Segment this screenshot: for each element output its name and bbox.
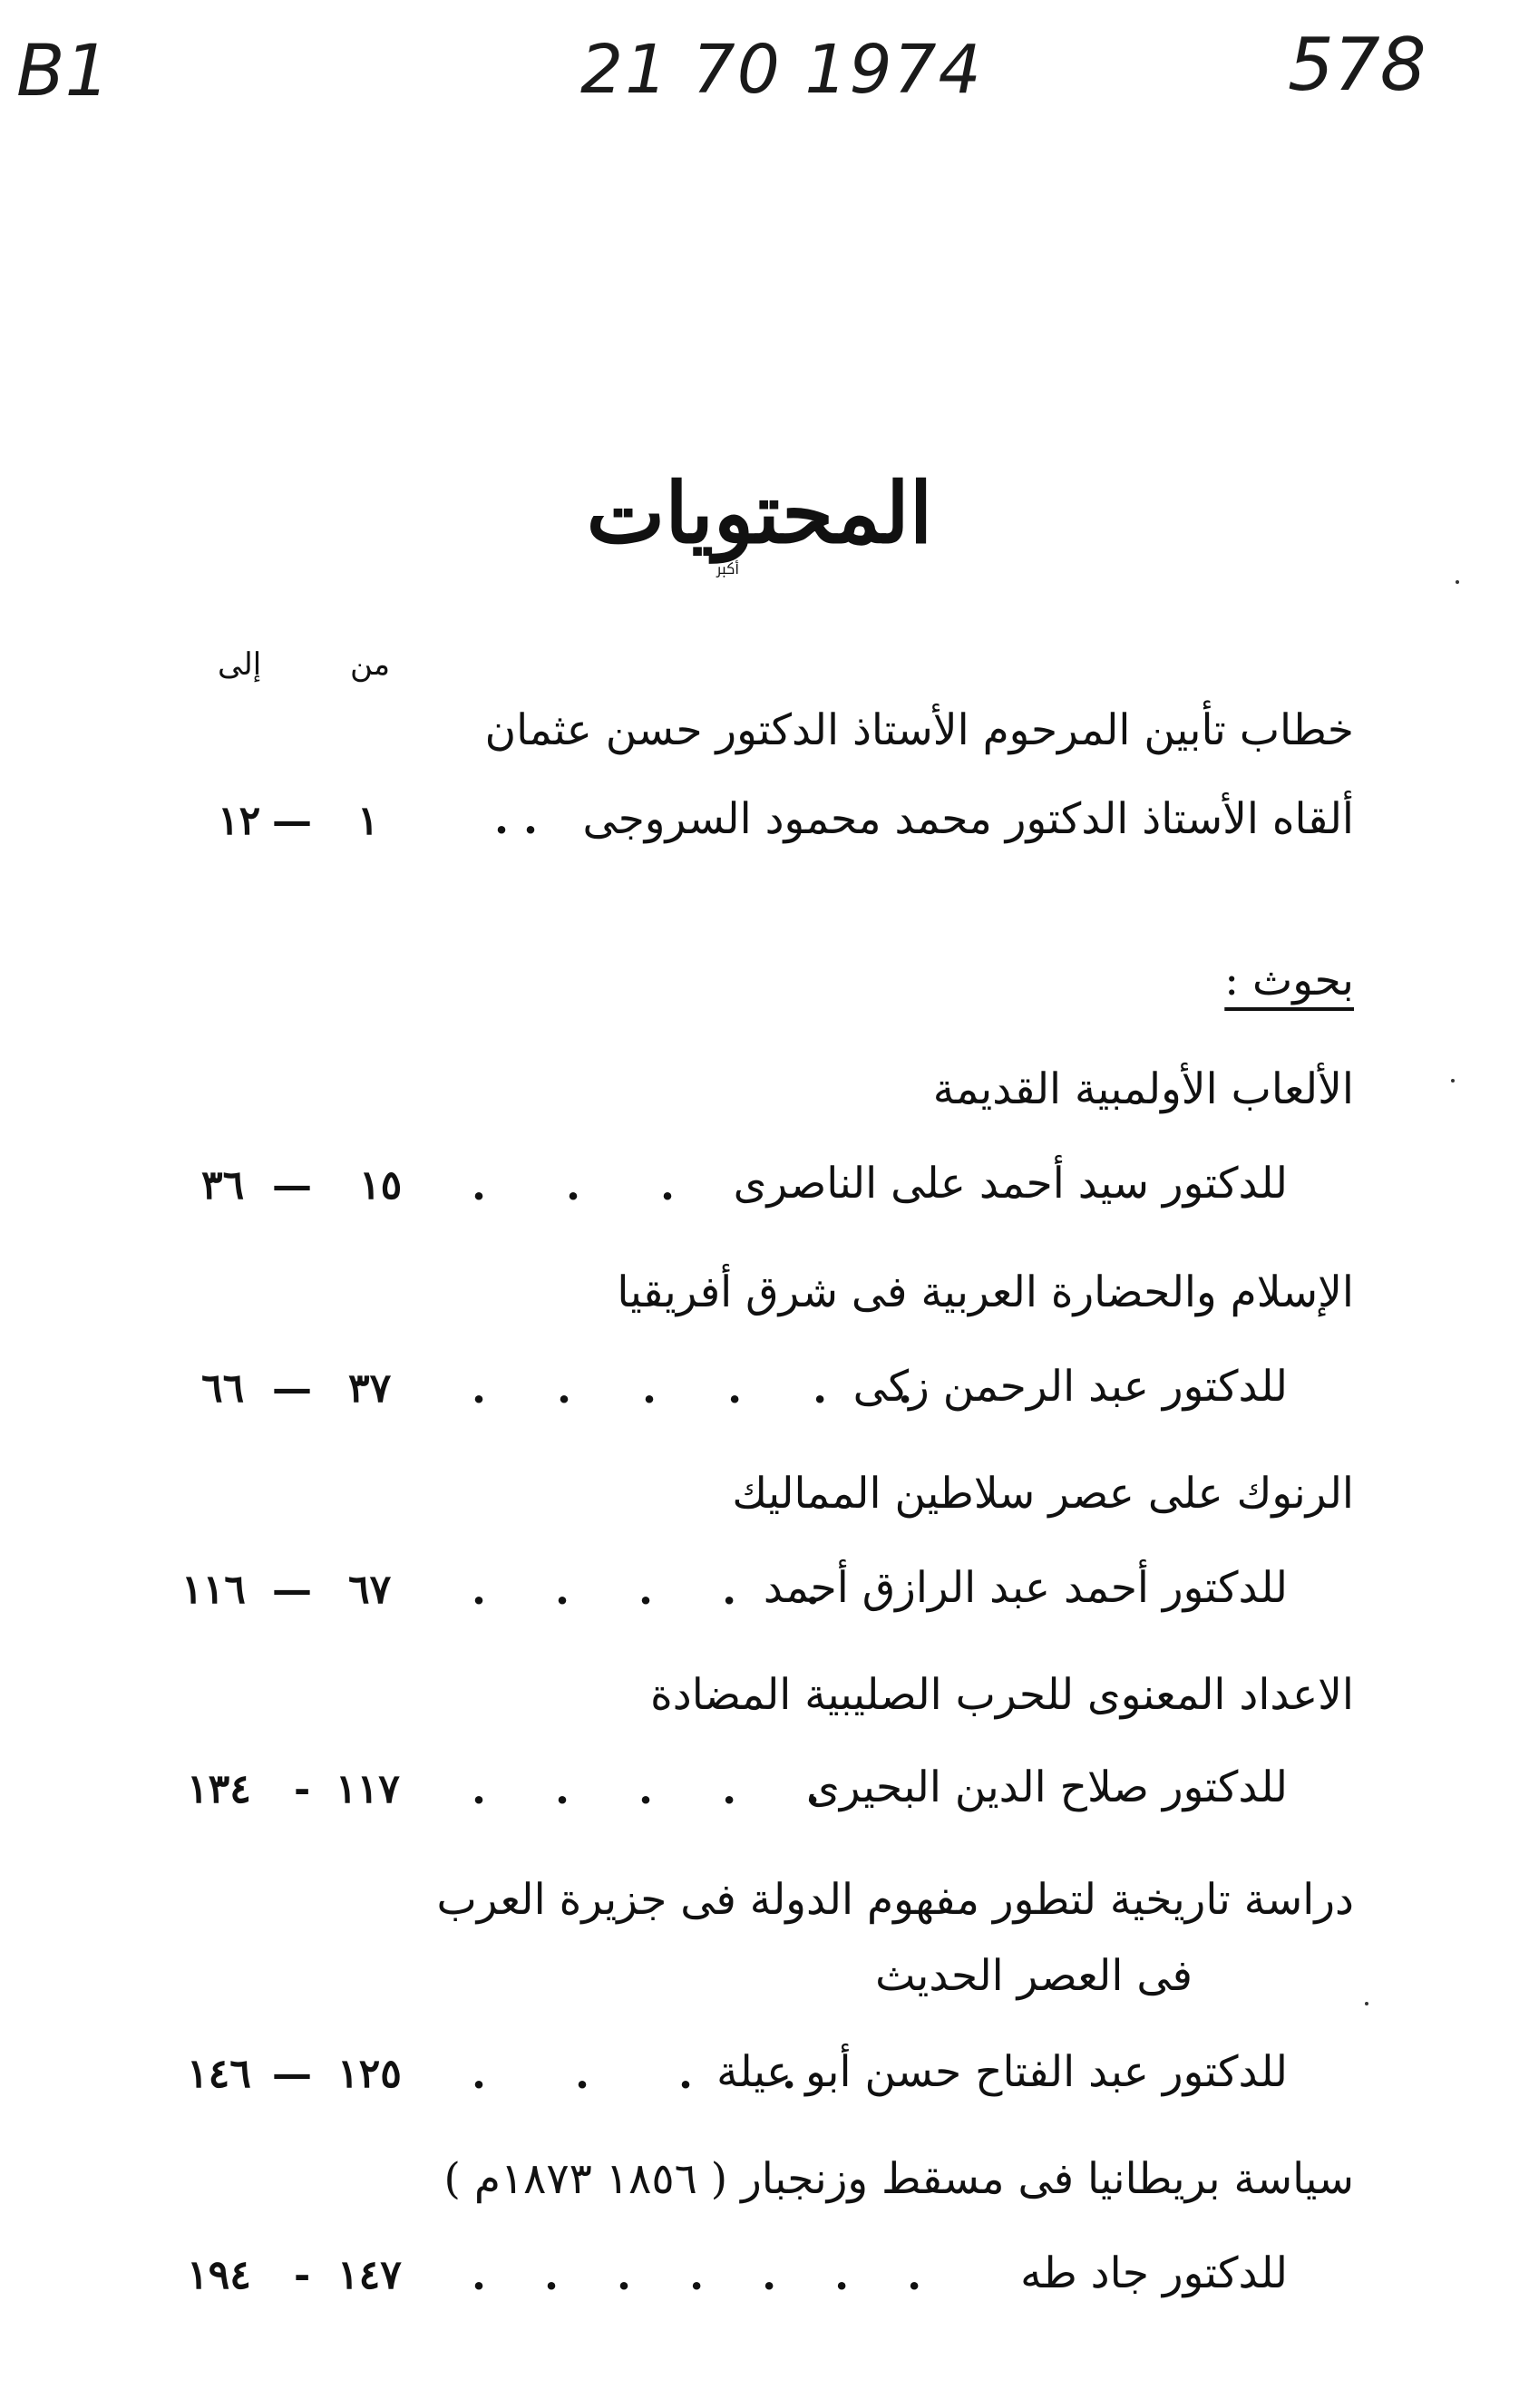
page-to: ١٢	[218, 798, 261, 844]
page-to: ٣٦	[201, 1162, 245, 1209]
entry-title: الإسلام والحضارة العربية فى شرق أفريقيا	[617, 1267, 1354, 1317]
leader-dots: . . . . .	[472, 1565, 821, 1614]
page-to: ١٩٤	[187, 2252, 251, 2298]
page-dash: —	[272, 798, 312, 844]
entry-author: للدكتور جاد طه	[1020, 2248, 1288, 2298]
entry-author: للدكتور عبد الفتاح حسن أبو عيلة	[716, 2047, 1288, 2097]
page-dash: —	[272, 2051, 312, 2097]
page-from: ١٥	[359, 1162, 403, 1209]
page-to: ١١٦	[181, 1567, 246, 1613]
page-to: ٦٦	[201, 1365, 245, 1412]
entry-title-continued: فى العصر الحديث	[875, 1951, 1193, 2001]
section-label: بحوث :	[1224, 956, 1354, 1005]
entry-title: الاعداد المعنوى للحرب الصليبية المضادة	[650, 1670, 1354, 1720]
column-header-from: من	[350, 646, 391, 683]
entry-title: الرنوك على عصر سلاطين المماليك	[732, 1469, 1354, 1519]
scan-speck	[1456, 580, 1459, 584]
entry-title: دراسة تاريخية لتطور مفهوم الدولة فى جزيرة العرب	[436, 1875, 1354, 1925]
leader-dots: . . . . . . .	[472, 2250, 922, 2299]
scan-speck	[1365, 2002, 1368, 2005]
entry-author: للدكتور سيد أحمد على الناصرى	[733, 1159, 1288, 1209]
leader-dots: . . . .	[472, 2049, 797, 2098]
leader-dots: . . .	[472, 1160, 676, 1209]
eulogy-author: ألقاه الأستاذ الدكتور محمد محمود السروجى	[582, 794, 1354, 844]
page-from: ١١٧	[336, 1766, 400, 1812]
page-dash: —	[272, 1162, 312, 1209]
page-from: ١٤٧	[337, 2252, 402, 2298]
page-dash: —	[272, 1365, 312, 1412]
page-to: ١٣٤	[187, 1766, 251, 1812]
page-title: المحتويات	[586, 464, 933, 562]
page-dash: —	[272, 1567, 312, 1613]
page-dash: -	[294, 1766, 311, 1812]
page-dash: -	[294, 2252, 311, 2298]
title-ornament: ﷳ	[716, 560, 740, 578]
leader-dots: . . . . . .	[472, 1364, 913, 1413]
eulogy-heading: خطاب تأبين المرحوم الأستاذ الدكتور حسن عثمان	[484, 705, 1354, 755]
entry-title: الألعاب الأولمبية القديمة	[932, 1064, 1354, 1114]
entry-author: للدكتور أحمد عبد الرازق أحمد	[763, 1563, 1288, 1613]
page-from: ١٢٥	[337, 2051, 402, 2097]
scan-speck	[1451, 1079, 1455, 1083]
column-header-to: إلى	[218, 646, 262, 683]
page-to: ١٤٦	[187, 2051, 251, 2097]
handwritten-archive-code: B1	[16, 31, 111, 112]
page-from: ١	[357, 798, 379, 844]
handwritten-date: 21 70 1974	[580, 31, 983, 109]
entry-author: للدكتور صلاح الدين البحيرى	[806, 1762, 1288, 1812]
page-from: ٦٧	[348, 1567, 392, 1613]
leader-dots: . .	[494, 794, 539, 843]
handwritten-number: 578	[1288, 23, 1426, 107]
entry-author: للدكتور عبد الرحمن زكى	[852, 1362, 1288, 1412]
page-from: ٣٧	[348, 1365, 392, 1412]
leader-dots: . . . . .	[472, 1764, 821, 1813]
entry-title: سياسة بريطانيا فى مسقط وزنجبار ( ١٨٥٦ ١٨٧٣م )	[443, 2154, 1354, 2204]
